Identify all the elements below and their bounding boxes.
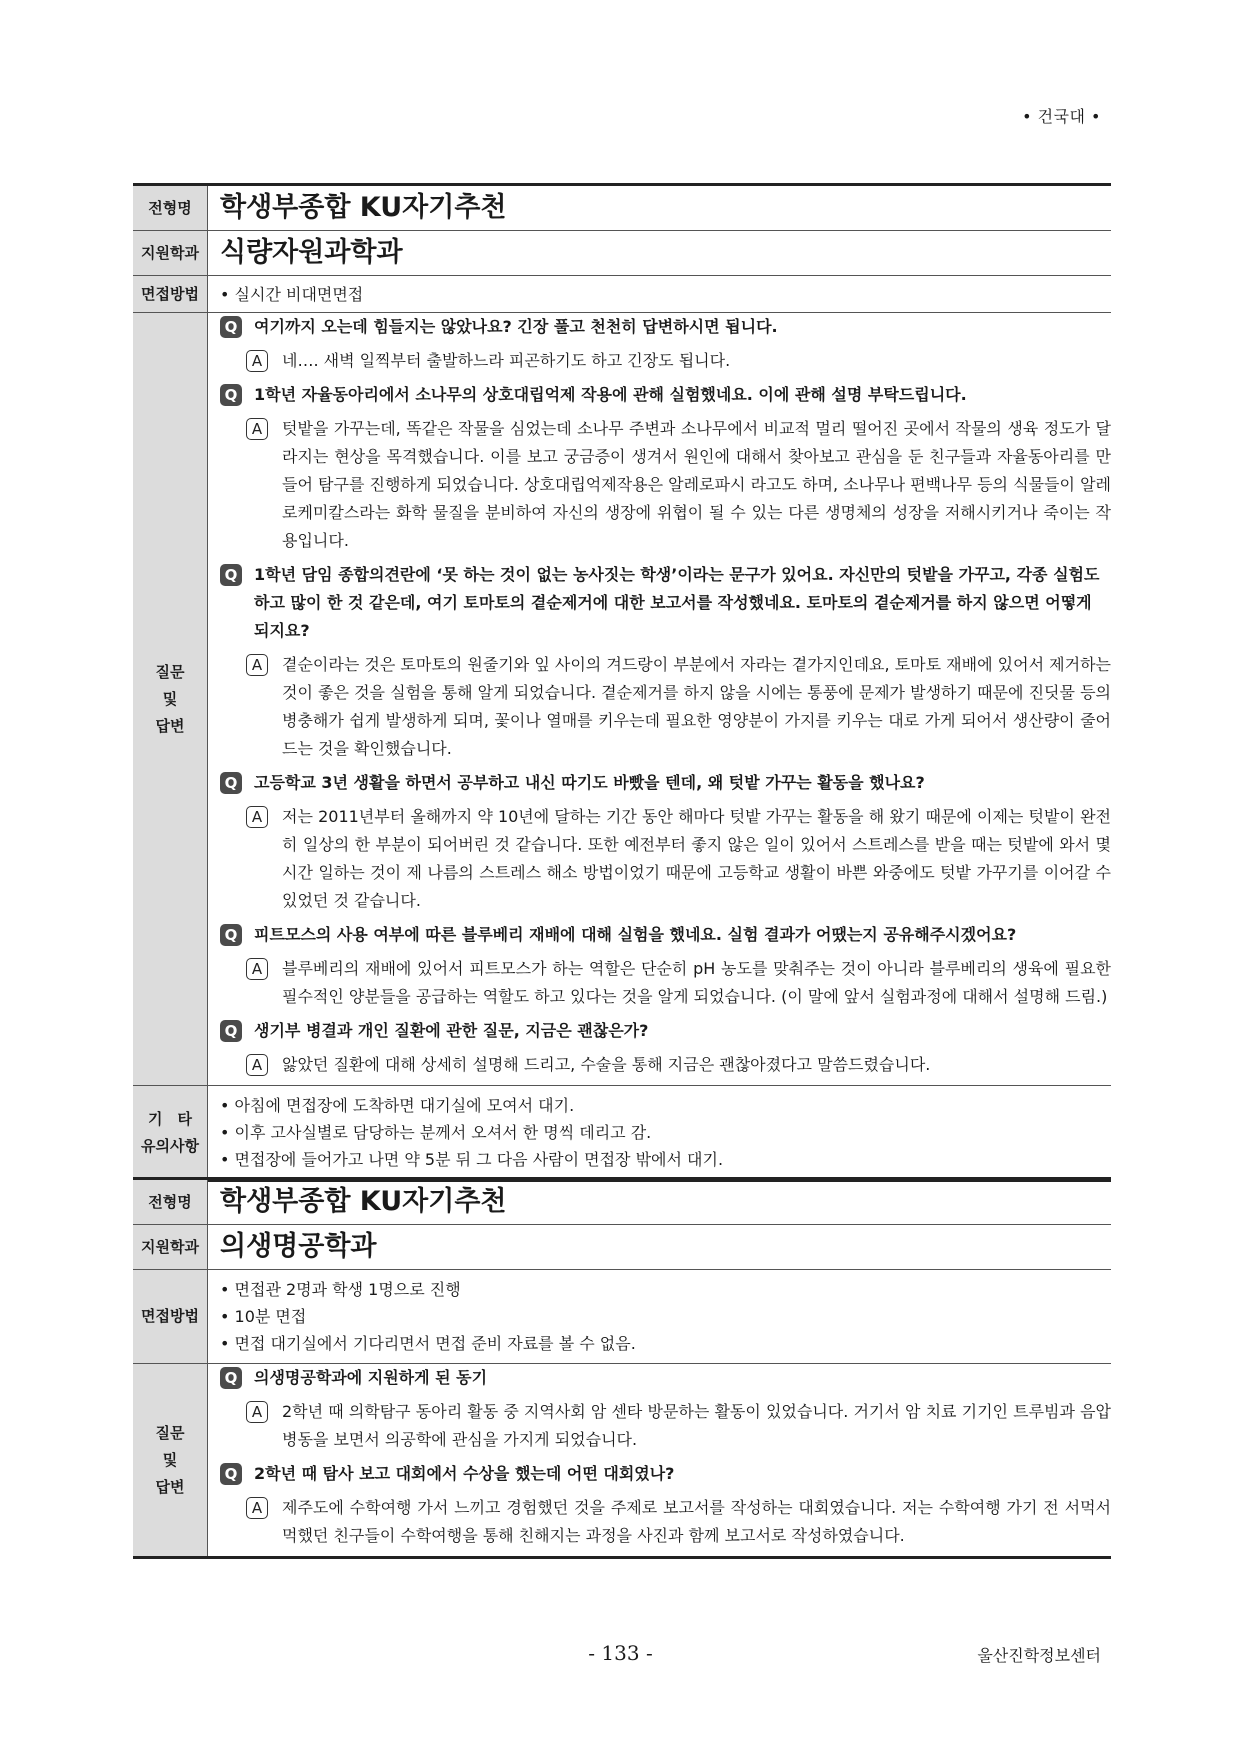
question-item <box>220 1364 1111 1392</box>
publisher-name: 울산진학정보센터 <box>977 1646 1101 1665</box>
answer-text: 저는 2011년부터 올해까지 약 10년에 달하는 기간 동안 해마다 텃밭 가꾸는 활동을 해 왔기 때문에 이제는 텃밭이 완전히 일상의 한 부분이 되어버린 것 같습니다. 또한 예전부터 좋지 않은 일이 있어서 스트레스를 받을 때는 텃밭에 와서 몇 시간 일하는 것이 제 나름의 스트레스 해소 방법이었기 때문에 고등학교 생활이 바쁜 와중에도 텃밭 가꾸기를 이어갈 수 있었던 것 같습니다. <box>282 807 1111 910</box>
interview-method <box>208 1270 1112 1364</box>
question-text: 생기부 병결과 개인 질환에 관한 질문, 지금은 괜찮은가? <box>254 1021 649 1040</box>
answer-text: 제주도에 수학여행 가서 느끼고 경험했던 것을 주제로 보고서를 작성하는 대회였습니다. 저는 수학여행 가기 전 서먹서먹했던 친구들이 수학여행을 통해 친해지는 과정을 사진과 함께 보고서로 작성하였습니다. <box>282 1498 1111 1545</box>
answer-icon: A <box>246 1401 268 1423</box>
answer-text: 앓았던 질환에 대해 상세히 설명해 드리고, 수술을 통해 지금은 괜찮아졌다고 말씀드렸습니다. <box>282 1055 931 1074</box>
label-etc: 기 타 유의사항 <box>133 1086 208 1181</box>
question-icon: Q <box>220 1463 242 1485</box>
answer-item <box>246 1051 1111 1079</box>
etc-item: • 아침에 면접장에 도착하면 대기실에 모여서 대기. <box>220 1092 1111 1119</box>
etc-item: • 면접장에 들어가고 나면 약 5분 뒤 그 다음 사람이 면접장 밖에서 대기. <box>220 1146 1111 1173</box>
question-item <box>220 381 1111 409</box>
question-icon: Q <box>220 924 242 946</box>
method-item: • 실시간 비대면면접 <box>220 281 1111 308</box>
answer-icon: A <box>246 1054 268 1076</box>
department: 식량자원과학과 <box>208 231 1112 276</box>
interview-method <box>208 276 1112 313</box>
question-text: 1학년 자율동아리에서 소나무의 상호대립억제 작용에 관해 실험했네요. 이에 관해 설명 부탁드립니다. <box>254 385 967 404</box>
answer-icon: A <box>246 806 268 828</box>
admission-type: 학생부종합 KU자기추천 <box>208 1179 1112 1225</box>
method-item: • 10분 면접 <box>220 1303 1111 1330</box>
answer-item <box>246 803 1111 915</box>
qa-list <box>208 1364 1112 1558</box>
page-number: - 133 - <box>588 1641 653 1665</box>
question-text: 1학년 담임 종합의견란에 ‘못 하는 것이 없는 농사짓는 학생’이라는 문구가 있어요. 자신만의 텃밭을 가꾸고, 각종 실험도 하고 많이 한 것 같은데, 여기 토마토의 곁순제거에 대한 보고서를 작성했네요. 토마토의 곁순제거를 하지 않으면 어떻게 되지요? <box>254 565 1100 640</box>
label-method: 면접방법 <box>133 1270 208 1364</box>
interview-table-1 <box>133 183 1111 1182</box>
answer-item <box>246 415 1111 555</box>
label-qa: 질문 및 답변 <box>133 313 208 1086</box>
answer-item <box>246 1398 1111 1454</box>
question-icon: Q <box>220 564 242 586</box>
question-item <box>220 561 1111 645</box>
question-icon: Q <box>220 384 242 406</box>
answer-icon: A <box>246 1497 268 1519</box>
question-text: 의생명공학과에 지원하게 된 동기 <box>254 1368 488 1387</box>
question-item <box>220 921 1111 949</box>
answer-text: 블루베리의 재배에 있어서 피트모스가 하는 역할은 단순히 pH 농도를 맞춰주는 것이 아니라 블루베리의 생육에 필요한 필수적인 양분들을 공급하는 역할도 하고 있다는 것을 알게 되었습니다. (이 말에 앞서 실험과정에 대해서 설명해 드림.) <box>282 959 1111 1006</box>
label-qa: 질문 및 답변 <box>133 1364 208 1558</box>
question-text: 고등학교 3년 생활을 하면서 공부하고 내신 따기도 바빴을 텐데, 왜 텃밭 가꾸는 활동을 했나요? <box>254 773 925 792</box>
method-item: • 면접관 2명과 학생 1명으로 진행 <box>220 1276 1111 1303</box>
etc-item: • 이후 고사실별로 담당하는 분께서 오셔서 한 명씩 데리고 감. <box>220 1119 1111 1146</box>
answer-item <box>246 1494 1111 1550</box>
answer-icon: A <box>246 654 268 676</box>
question-text: 여기까지 오는데 힘들지는 않았나요? 긴장 풀고 천천히 답변하시면 됩니다. <box>254 317 778 336</box>
question-icon: Q <box>220 772 242 794</box>
question-item <box>220 313 1111 341</box>
answer-text: 텃밭을 가꾸는데, 똑같은 작물을 심었는데 소나무 주변과 소나무에서 비교적 멀리 떨어진 곳에서 작물의 생육 정도가 달라지는 현상을 목격했습니다. 이를 보고 궁금증이 생겨서 원인에 대해서 찾아보고 관심을 둔 친구들과 자율동아리를 만들어 탐구를 진행하게 되었습니다. 상호대립억제작용은 알레로파시 라고도 하며, 소나무나 편백나무 등의 식물들이 알레로케미칼스라는 화학 물질을 분비하여 자신의 생장에 위협이 될 수 있는 다른 생명체의 성장을 저해시키거나 죽이는 작용입니다. <box>282 419 1111 550</box>
label-type: 전형명 <box>133 185 208 231</box>
answer-icon: A <box>246 418 268 440</box>
answer-text: 2학년 때 의학탐구 동아리 활동 중 지역사회 암 센타 방문하는 활동이 있었습니다. 거기서 암 치료 기기인 트루빔과 음압 병동을 보면서 의공학에 관심을 가지게 되었습니다. <box>282 1402 1111 1449</box>
question-item <box>220 1460 1111 1488</box>
answer-text: 곁순이라는 것은 토마토의 원줄기와 잎 사이의 겨드랑이 부분에서 자라는 곁가지인데요, 토마토 재배에 있어서 제거하는 것이 좋은 것을 실험을 통해 알게 되었습니다. 곁순제거를 하지 않을 시에는 통풍에 문제가 발생하기 때문에 진딧물 등의 병충해가 쉽게 발생하게 되며, 꽃이나 열매를 키우는데 필요한 영양분이 가지를 키우는 대로 가게 되어서 생산량이 줄어드는 것을 확인했습니다. <box>282 655 1111 758</box>
answer-item <box>246 347 1111 375</box>
etc-notes <box>208 1086 1112 1181</box>
department: 의생명공학과 <box>208 1225 1112 1270</box>
question-text: 2학년 때 탐사 보고 대회에서 수상을 했는데 어떤 대회였나? <box>254 1464 675 1483</box>
question-icon: Q <box>220 1020 242 1042</box>
method-item: • 면접 대기실에서 기다리면서 면접 준비 자료를 볼 수 없음. <box>220 1330 1111 1357</box>
question-item <box>220 1017 1111 1045</box>
question-icon: Q <box>220 316 242 338</box>
label-dept: 지원학과 <box>133 1225 208 1270</box>
label-dept: 지원학과 <box>133 231 208 276</box>
university-header: • 건국대 • <box>1022 107 1101 126</box>
answer-icon: A <box>246 350 268 372</box>
qa-list <box>208 313 1112 1086</box>
question-item <box>220 769 1111 797</box>
label-type: 전형명 <box>133 1179 208 1225</box>
answer-item <box>246 955 1111 1011</box>
answer-item <box>246 651 1111 763</box>
question-text: 피트모스의 사용 여부에 따른 블루베리 재배에 대해 실험을 했네요. 실험 결과가 어땠는지 공유해주시겠어요? <box>254 925 1017 944</box>
interview-table-2 <box>133 1177 1111 1559</box>
answer-text: 네…. 새벽 일찍부터 출발하느라 피곤하기도 하고 긴장도 됩니다. <box>282 351 731 370</box>
question-icon: Q <box>220 1367 242 1389</box>
admission-type: 학생부종합 KU자기추천 <box>208 185 1112 231</box>
label-method: 면접방법 <box>133 276 208 313</box>
answer-icon: A <box>246 958 268 980</box>
